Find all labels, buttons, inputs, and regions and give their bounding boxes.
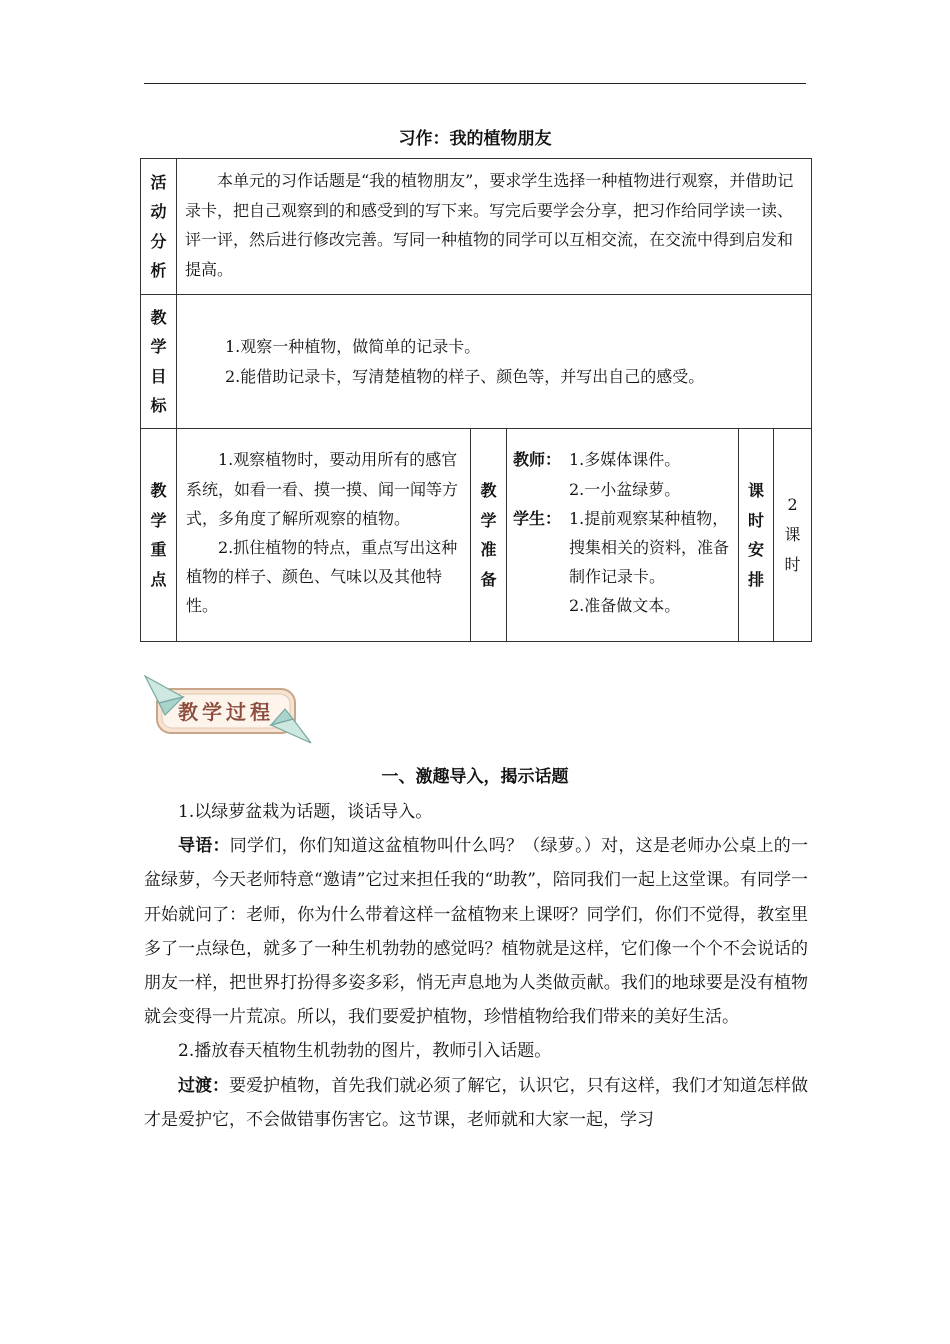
transition-paragraph: 过渡：要爱护植物，首先我们就必须了解它，认识它，只有这样，我们才知道怎样做才是爱护它，不会做错事伤害它。这节课，老师就和大家一起，学习 [144,1075,809,1130]
prep-item: 1.多媒体课件。 [569,450,681,470]
teaching-prep-label: 教 学 准 备 [471,429,507,642]
banner-title: 教学过程 [178,700,274,724]
class-hours-label: 课 时 安 排 [739,429,774,642]
table-row [141,295,812,429]
teaching-prep-text [507,429,739,642]
prep-item: 2.一小盆绿萝。 [569,479,681,499]
teaching-goals-label: 教 学 目 标 [141,295,177,429]
prep-item: 1.提前观察某种植物，搜集相关的资料，准备制作记录卡。 [569,508,730,587]
section-heading: 一、激趣导入，揭示话题 [381,767,569,787]
transition-label: 过渡： [178,1075,230,1096]
teaching-goals-text [177,295,812,429]
intro-label: 导语： [178,836,230,857]
focus-item: 2.抓住植物的特点，重点写出这种植物的样子、颜色、气味以及其他特性。 [186,538,458,616]
prep-item: 2.准备做文本。 [569,596,681,616]
activity-analysis-text: 本单元的习作话题是“我的植物朋友”，要求学生选择一种植物进行观察，并借助记录卡，把自己观察到的和感受到的写下来。写完后要学会分享，把习作给同学读一读、评一评，然后进行修改完善。写同一种植物的同学可以互相交流，在交流中得到启发和提高。 [177,159,812,295]
teacher-prep [513,445,732,503]
lesson-plan-table [140,158,812,642]
lesson-body [144,795,808,1137]
intro-paragraph: 导语：同学们，你们知道这盆植物叫什么吗？（绿萝。）对，这是老师办公桌上的一盆绿萝，今天老师特意“邀请”它过来担任我的“助教”，陪同我们一起上这堂课。有同学一开始就问了：老师，你为什么带着这样一盆植物来上课呀？同学们，你们不觉得，教室里多了一点绿色，就多了一种生机勃勃的感觉吗？植物就是这样，它们像一个个不会说话的朋友一样，把世界打扮得多姿多彩，悄无声息地为人类做贡献。我们的地球要是没有植物就会变得一片荒凉。所以，我们要爱护植物，珍惜植物给我们带来的美好生活。 [144,836,809,1028]
teaching-focus-label: 教 学 重 点 [141,429,177,642]
step-1: 1.以绿萝盆栽为话题，谈话导入。 [178,802,433,822]
class-hours-value: 2 课 时 [774,429,812,642]
activity-analysis-label: 活 动 分 析 [141,159,177,295]
table-row [141,159,812,295]
goal-item: 2.能借助记录卡，写清楚植物的样子、颜色等，并写出自己的感受。 [225,366,705,386]
teaching-focus-text [177,429,471,642]
step-2: 2.播放春天植物生机勃勃的图片，教师引入话题。 [178,1041,552,1062]
goal-item: 1.观察一种植物，做简单的记录卡。 [225,337,481,356]
teacher-role-label: 教师： [513,450,562,470]
focus-item: 1.观察植物时，要动用所有的感官系统，如看一看、摸一摸、闻一闻等方式，多角度了解所观察的植物。 [186,450,459,528]
student-prep [513,504,732,621]
table-row [141,429,812,642]
document-title: 习作：我的植物朋友 [398,129,552,149]
teaching-process-banner [143,675,313,747]
header-rule [144,83,806,84]
student-role-label: 学生： [513,508,562,528]
